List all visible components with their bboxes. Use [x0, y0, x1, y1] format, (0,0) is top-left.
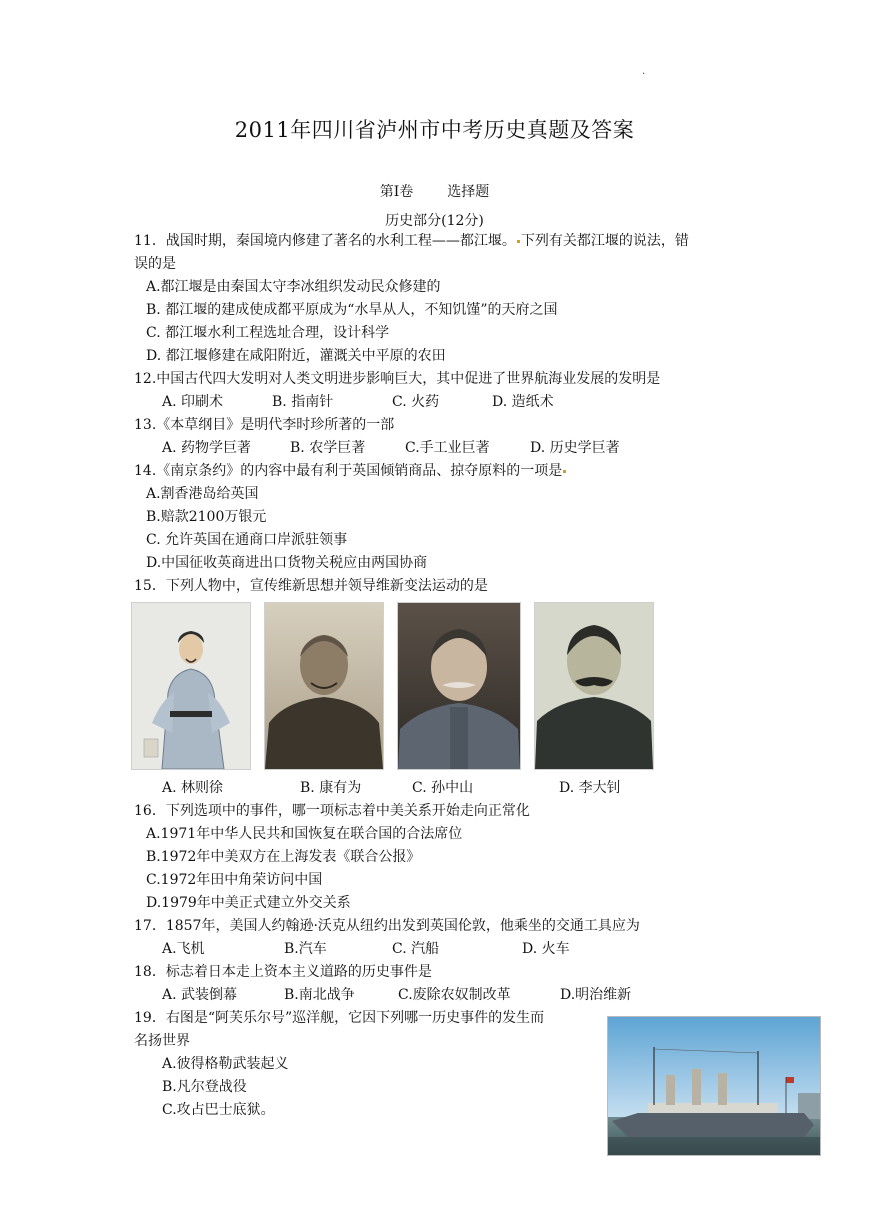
q13-stem: 13.《本草纲目》是明代李时珍所著的一部	[134, 417, 395, 433]
q13-option-d: D. 历史学巨著	[530, 440, 620, 456]
q19-option-a: A.彼得格勒武装起义	[162, 1056, 289, 1072]
q17-option-b: B.汽车	[284, 941, 327, 957]
q18-stem: 18．标志着日本走上资本主义道路的历史事件是	[134, 964, 432, 980]
highlight-mark	[517, 240, 520, 243]
q16-option-d: D.1979年中美正式建立外交关系	[146, 895, 351, 911]
portrait-kang-youwei	[264, 602, 384, 770]
q12-option-a: A. 印刷术	[162, 394, 224, 410]
q17-option-a: A.飞机	[162, 941, 205, 957]
volume-name: 选择题	[447, 184, 490, 200]
q18-option-c: C.废除农奴制改革	[398, 987, 511, 1003]
q15-option-d: D. 李大钊	[559, 780, 621, 796]
q15-option-b: B. 康有为	[300, 780, 362, 796]
q13-option-a: A. 药物学巨著	[162, 440, 252, 456]
q19-stem-cont: 名扬世界	[134, 1033, 190, 1049]
q11-stem	[134, 232, 689, 250]
q11-option-a: A.都江堰是由秦国太守李冰组织发动民众修建的	[146, 279, 441, 295]
volume-heading	[0, 181, 869, 201]
volume-part: 第Ⅰ卷	[379, 184, 414, 200]
q16-option-a: A.1971年中华人民共和国恢复在联合国的合法席位	[146, 826, 463, 842]
portrait-li-dazhao	[534, 602, 654, 770]
q15-option-a: A. 林则徐	[162, 780, 224, 796]
q12-stem: 12.中国古代四大发明对人类文明进步影响巨大，其中促进了世界航海业发展的发明是	[134, 371, 661, 387]
q11-option-b: B. 都江堰的建成使成都平原成为“水旱从人，不知饥馑”的天府之国	[146, 302, 558, 318]
q15-option-c: C. 孙中山	[412, 780, 474, 796]
q11-stem-part1: 11．战国时期，秦国境内修建了著名的水利工程——都江堰。	[134, 233, 516, 249]
q11-stem-part2: 下列有关都江堰的说法，错	[520, 233, 689, 249]
q16-option-c: C.1972年田中角荣访问中国	[146, 872, 323, 888]
q18-option-a: A. 武装倒幕	[162, 987, 238, 1003]
q11-option-c: C. 都江堰水利工程选址合理，设计科学	[146, 325, 390, 341]
q12-options	[162, 393, 554, 411]
page-title: 2011年四川省泸州市中考历史真题及答案	[234, 118, 635, 142]
q18-option-b: B.南北战争	[284, 987, 355, 1003]
q11-stem-cont: 误的是	[134, 256, 176, 272]
q15-options	[162, 779, 621, 797]
portrait-lin-zexu	[131, 602, 251, 770]
q13-option-c: C.手工业巨著	[405, 440, 490, 456]
q14-option-b: B.赔款2100万银元	[146, 509, 267, 525]
cruiser-aurora-photo	[607, 1016, 821, 1156]
q12-option-d: D. 造纸术	[492, 394, 554, 410]
q14-stem-text: 14.《南京条约》的内容中最有利于英国倾销商品、掠夺原料的一项是	[134, 463, 563, 479]
q14-stem	[134, 462, 567, 480]
header-mark: .	[642, 66, 646, 77]
q19-option-b: B.凡尔登战役	[162, 1079, 247, 1095]
q17-stem: 17．1857年，美国人约翰逊·沃克从纽约出发到英国伦敦，他乘坐的交通工具应为	[134, 918, 640, 934]
section-heading: 历史部分(12分)	[385, 213, 484, 229]
q12-option-c: C. 火药	[392, 394, 440, 410]
q11-option-d: D. 都江堰修建在咸阳附近，灌溉关中平原的农田	[146, 348, 446, 364]
q17-option-d: D. 火车	[522, 941, 570, 957]
q16-option-b: B.1972年中美双方在上海发表《联合公报》	[146, 849, 421, 865]
q19-stem: 19．右图是“阿芙乐尔号”巡洋舰，它因下列哪一历史事件的发生而	[134, 1010, 545, 1026]
highlight-mark	[563, 470, 566, 473]
q17-option-c: C. 汽船	[392, 941, 440, 957]
q13-option-b: B. 农学巨著	[290, 440, 366, 456]
q14-option-c: C. 允许英国在通商口岸派驻领事	[146, 532, 348, 548]
q18-option-d: D.明治维新	[560, 987, 632, 1003]
q12-option-b: B. 指南针	[272, 394, 334, 410]
q14-option-d: D.中国征收英商进出口货物关税应由两国协商	[146, 555, 428, 571]
q15-stem: 15．下列人物中，宣传维新思想并领导维新变法运动的是	[134, 578, 488, 594]
q14-option-a: A.割香港岛给英国	[146, 486, 259, 502]
q16-stem: 16．下列选项中的事件，哪一项标志着中美关系开始走向正常化	[134, 803, 530, 819]
q13-options	[162, 439, 620, 457]
q17-options	[162, 940, 570, 958]
q19-option-c: C.攻占巴士底狱。	[162, 1102, 275, 1118]
portrait-sun-yatsen	[397, 602, 521, 770]
q18-options	[162, 986, 631, 1004]
